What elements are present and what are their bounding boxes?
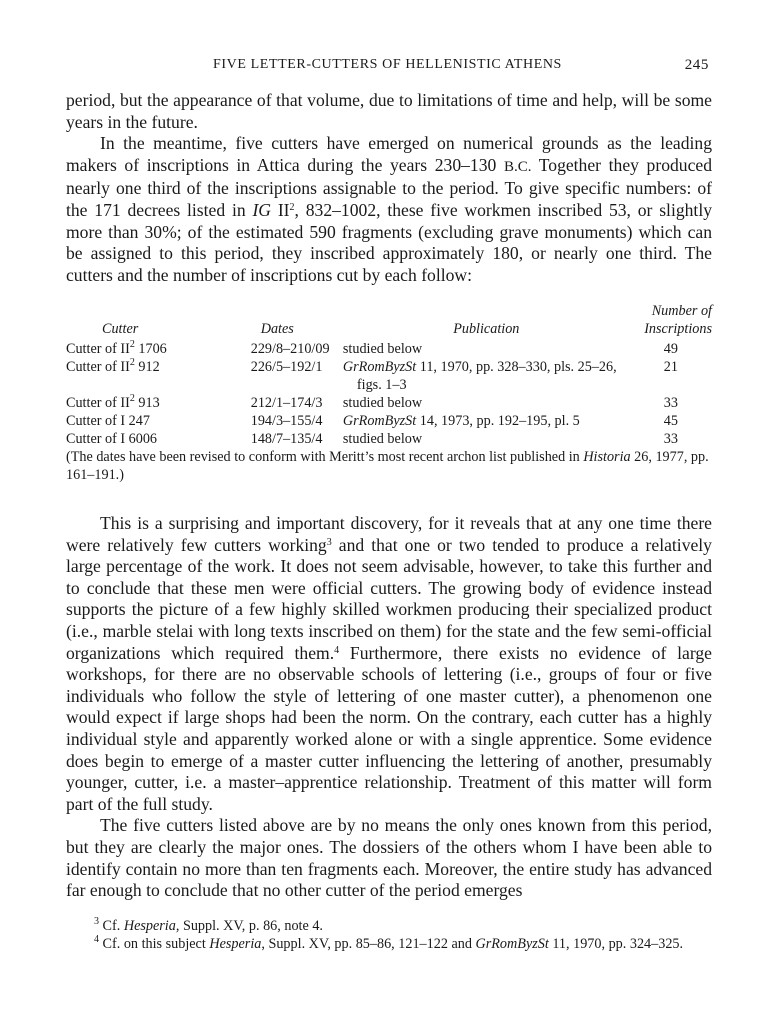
main-text bbox=[66, 513, 712, 902]
header-publication: Publication bbox=[453, 321, 520, 337]
header-dates: Dates bbox=[260, 321, 294, 337]
page-number: 245 bbox=[684, 57, 709, 73]
paragraph-4: The five cutters listed above are by no means the only ones known from this period, but they are clearly the major ones. The dossiers of the others whom I have been able to identify contain no more than ten fragments each. Moreover, the entire study has advanced far enough to conclude that no other cutter of the period emerges bbox=[66, 815, 712, 901]
table-row: Cutter of $II^2$ 1706 229/8–210/09 studied below 49 bbox=[66, 339, 678, 357]
cutters-table bbox=[66, 302, 712, 484]
footnote-4: $^4$ Cf. on this subject Hesperia, Suppl. XV, pp. 85–86, 121–122 and GrRomByzSt 11, 1970, pp. 324–325. bbox=[94, 933, 684, 952]
paragraph-2: In the meantime, five cutters have emerged on numerical grounds as the leading makers of inscriptions in Attica during the years 230–130 B.C. Together they produced nearly one third of the inscriptions assignable to the period. To give specific numbers: of the 171 decrees listed in IG $II^2$, 832–1002, these five workmen inscribed 53, or slightly more than 30%; of the estimated 590 fragments (excluding grave monuments) which can be assigned to this period, they inscribed approximately 180, or nearly one third. The cutters and the number of inscriptions cut by each follow: bbox=[66, 133, 713, 285]
footnotes bbox=[66, 918, 712, 953]
running-title: FIVE LETTER-CUTTERS OF HELLENISTIC ATHENS bbox=[213, 57, 562, 72]
footnote-ref-4[interactable]: 4 bbox=[334, 644, 340, 656]
paragraph-1: period, but the appearance of that volume, due to limitations of time and help, will be some years in the future. bbox=[66, 90, 712, 132]
footnote-3: $^3$ Cf. Hesperia, Suppl. XV, p. 86, note 4. bbox=[94, 916, 323, 934]
table-note: (The dates have been revised to conform with Meritt’s most recent archon list published in Historia 26, 1977, pp. 161–191.) bbox=[66, 449, 709, 483]
header-number: Number of Inscriptions bbox=[644, 303, 712, 337]
table-row: Cutter of I 247 194/3–155/4 GrRomByzSt 14, 1973, pp. 192–195, pl. 5 45 bbox=[66, 413, 678, 429]
intro-text bbox=[66, 90, 712, 286]
paragraph-3: This is a surprising and important discovery, for it reveals that at any one time there were relatively few cutters working$^3$ and that one or two tended to produce a relatively large percentage of the work. It does not seem advisable, however, to take this further and to conclude that these men were official cutters. The growing body of evidence instead supports the picture of a few highly skilled workmen producing their specialized product (i.e., marble stelai with long texts inscribed on them) for the state and the few semi-official organizations which required them.$^4$ Furthermore, there exists no evidence of large workshops, for there are no observable schools of lettering (i.e., groups of four or five individuals who follow the style of lettering of one master cutter), a phenomenon one would expect if large shops had been the norm. On the contrary, each cutter has a highly individual style and apparently worked alone or with a single apprentice. Some evidence does begin to emerge of a master cutter influencing the lettering of another, presumably younger, cutter, i.e. a master–apprentice relationship. Treatment of this matter will form part of the full study. bbox=[66, 513, 712, 814]
table-row: Cutter of $II^2$ 913 212/1–174/3 studied below 33 bbox=[66, 393, 678, 411]
table-row: Cutter of $II^2$ 912 226/5–192/1 GrRomByzSt 11, 1970, pp. 328–330, pls. 25–26, figs. 1–3 21 bbox=[66, 357, 678, 393]
header-cutter: Cutter bbox=[102, 321, 139, 337]
footnote-ref-3[interactable]: 3 bbox=[326, 536, 332, 548]
table-row: Cutter of I 6006 148/7–135/4 studied below 33 bbox=[66, 431, 678, 447]
table-header-row bbox=[66, 302, 712, 340]
running-head bbox=[66, 57, 709, 77]
